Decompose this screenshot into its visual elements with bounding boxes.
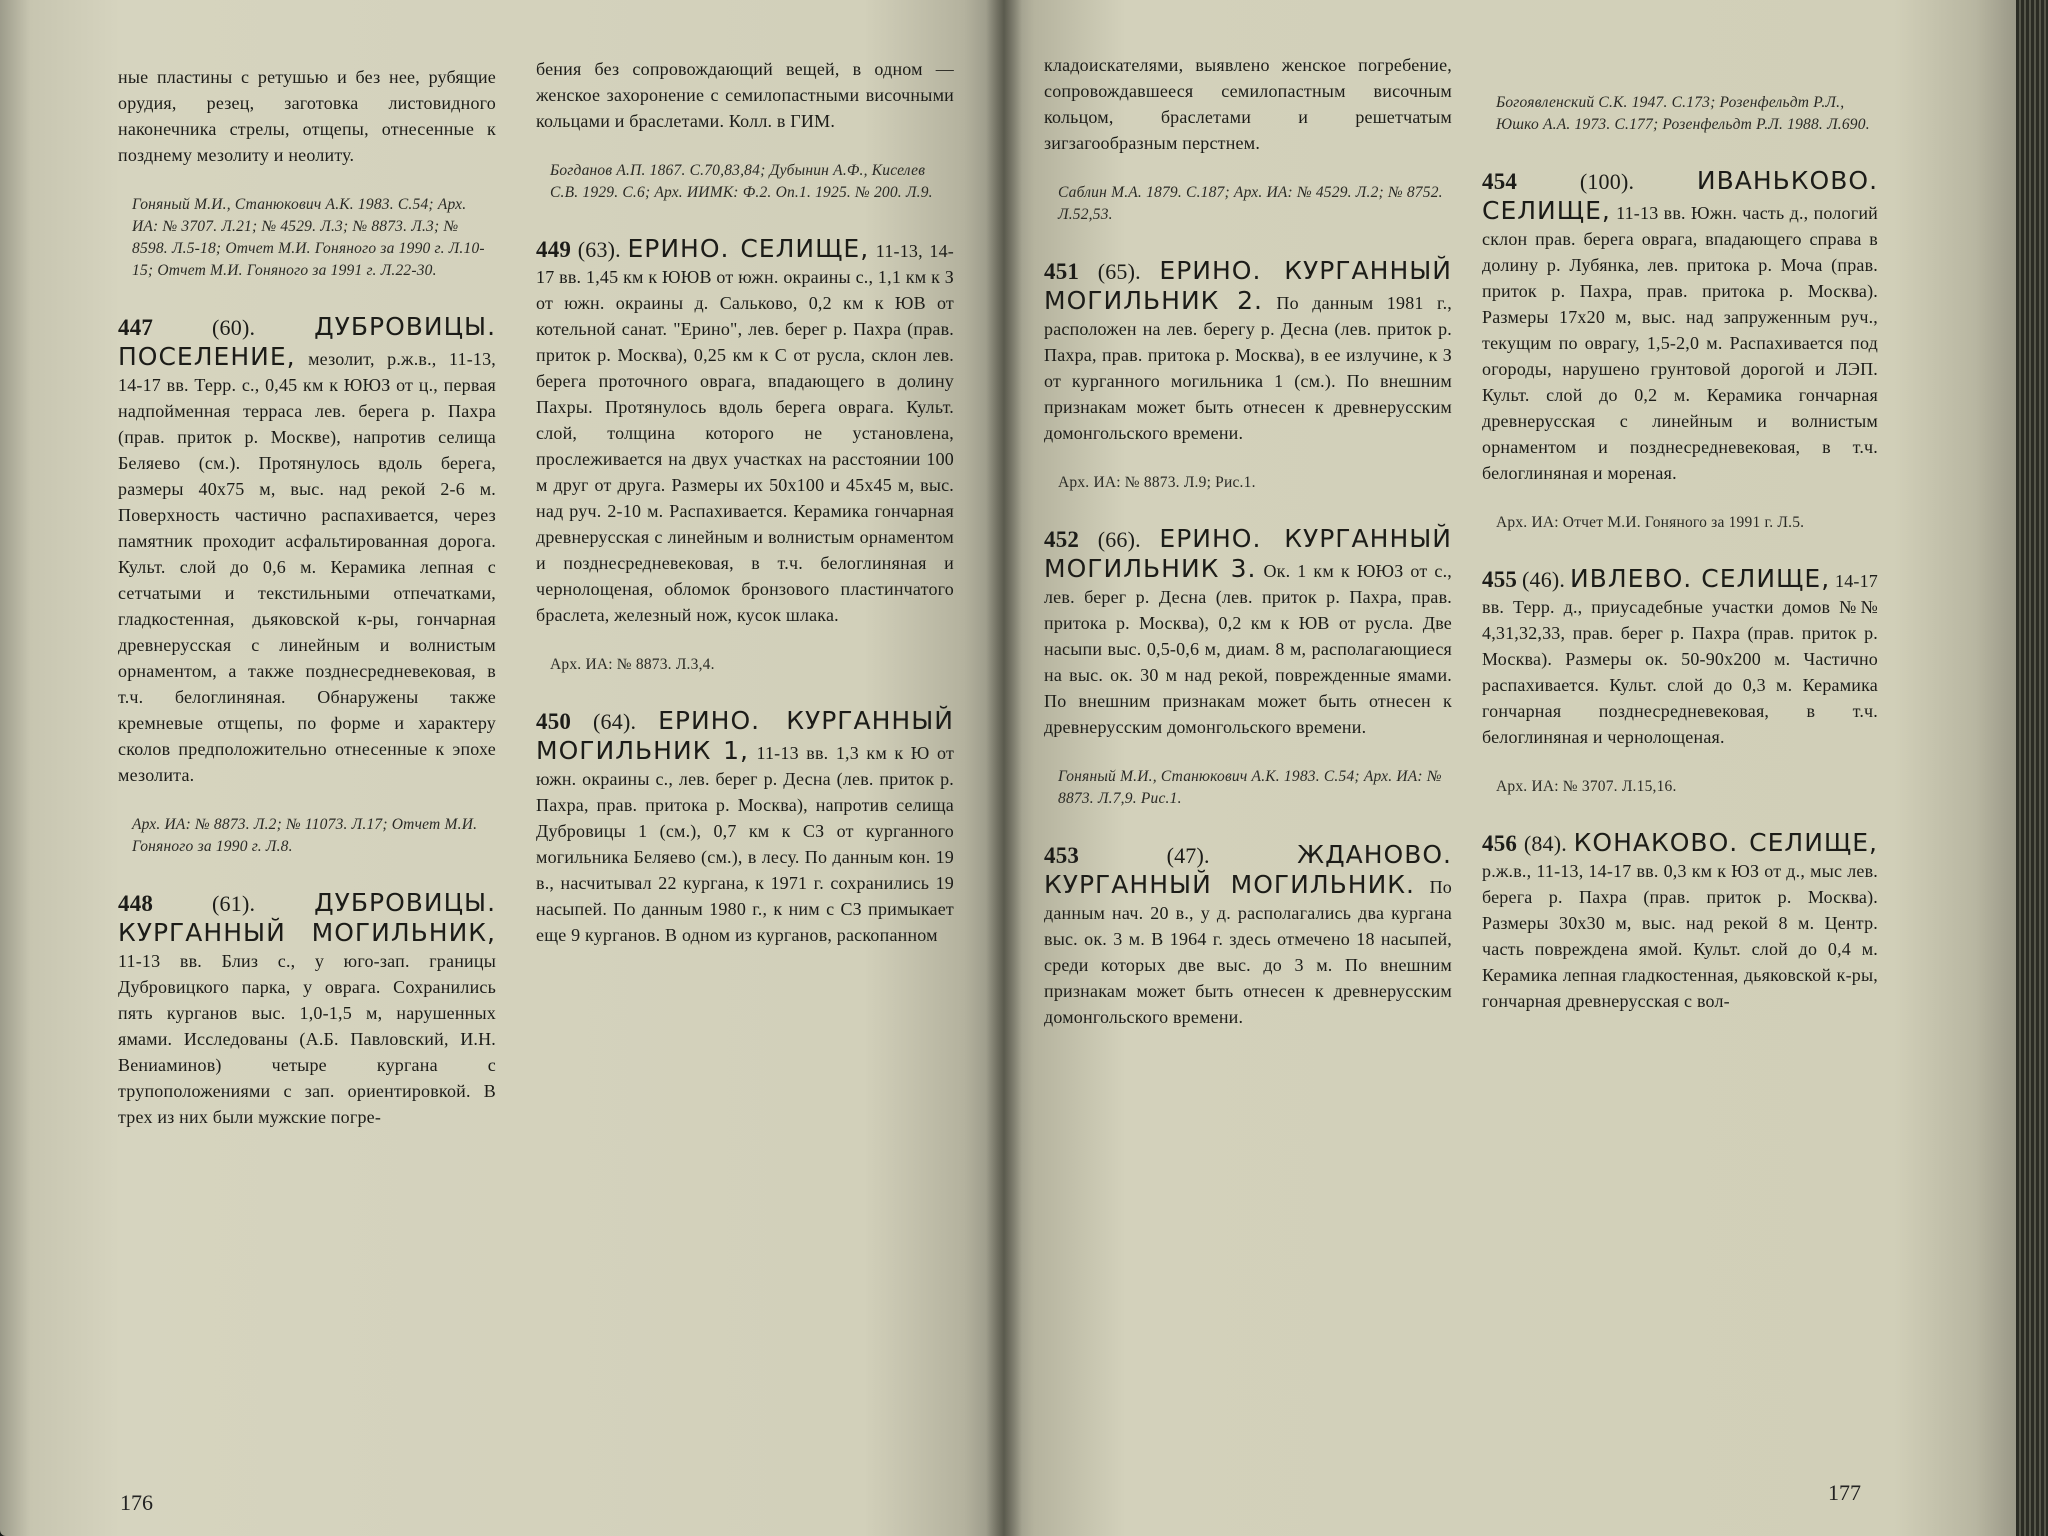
entry-title: ДУБРОВИЦЫ. ПОСЕЛЕНИЕ, bbox=[118, 312, 497, 371]
entry-number: 449 bbox=[536, 237, 572, 262]
reference-list: Богданов А.П. 1867. С.70,83,84; Дубынин А.Ф., Киселев С.В. 1929. С.6; Арх. ИИМК: Ф.2. Оп.1. 1925. № 200. Л.9. bbox=[550, 162, 933, 201]
right-page bbox=[1004, 0, 2016, 1536]
right-page-column-2 bbox=[1482, 92, 1878, 1018]
entry-text: мезолит, р.ж.в., 11-13, 14-17 вв. Терр. с., 0,45 км к ЮЮЗ от ц., первая надпойменная терраса лев. берега р. Пахра (прав. приток р. Москве), напротив селища Беляево (см.). Протянулось вдоль берега, размеры 40х75 м, выс. над рекой 2-6 м. Поверхность частично распахивается, через памятник проходит асфальтированная дорога. Культ. слой до 0,6 м. Керамика лепная с сетчатыми и текстильными отпечатками, гладкостенная, дьяковской к-ры, гончарная древнерусская с линейным и волнистым орнаментом, а также позднесредневековая, в т.ч. белоглиняная. Обнаружены также кремневые отщепы, по форме и характеру сколов предположительно отнесенные к эпохе мезолита. bbox=[118, 349, 497, 785]
entry-454 bbox=[1482, 166, 1878, 486]
reference-list: Богоявленский С.К. 1947. С.173; Розенфельдт Р.Л., Юшко А.А. 1973. С.177; Розенфельдт Р.Л. 1988. Л.690. bbox=[1496, 94, 1870, 133]
entry-number: 455 bbox=[1482, 567, 1518, 592]
entry-title: ДУБРОВИЦЫ. КУРГАННЫЙ МОГИЛЬНИК, bbox=[118, 888, 497, 947]
reference-list: Арх. ИА: № 8873. Л.9; Рис.1. bbox=[1058, 474, 1256, 491]
reference-list: Арх. ИА: Отчет М.И. Гоняного за 1991 г. Л.5. bbox=[1496, 514, 1805, 531]
entry-452 bbox=[1044, 524, 1452, 740]
entry-map-number: (84). bbox=[1523, 831, 1567, 856]
page-number-left: 176 bbox=[120, 1490, 153, 1515]
entry-number: 450 bbox=[536, 709, 572, 734]
entry-title: ИВАНЬКОВО. СЕЛИЩЕ, bbox=[1482, 166, 1879, 225]
reference-list: Гоняный М.И., Станюкович А.К. 1983. С.54; Арх. ИА: № 8873. Л.7,9. Рис.1. bbox=[1058, 768, 1442, 807]
entry-text: 14-17 вв. Терр. д., приусадебные участки домов №№ 4,31,32,33, прав. берег р. Пахра (прав. приток р. Москва). Размеры ок. 50-90х200 м. Частично распахивается. Культ. слой до 0,3 м. Керамика гончарная позднесредневековая, в т.ч. белоглиняная и чернолощеная. bbox=[1482, 571, 1879, 747]
entry-number: 454 bbox=[1482, 169, 1518, 194]
page-stack-edge bbox=[2016, 0, 2048, 1536]
entry-text: 11-13 вв. 1,3 км к Ю от южн. окраины с., лев. берег р. Десна (лев. приток р. Пахра, прав. притока р. Москва), напротив селища Дубровицы 1 (см.), 0,7 км к СЗ от курганного могильника Беляево (см.), в лесу. По данным кон. 19 в., насчитывал 22 кургана, к 1971 г. сохранились 19 насыпей. По данным 1980 г., к ним с СЗ примыкает еще 9 курганов. В одном из курганов, раскопанном bbox=[536, 743, 955, 945]
entry-455 bbox=[1482, 564, 1878, 750]
left-page bbox=[0, 0, 1004, 1536]
entry-title: ЕРИНО. КУРГАННЫЙ МОГИЛЬНИК 2. bbox=[1044, 256, 1452, 315]
reference-list: Гоняный М.И., Станюкович А.К. 1983. С.54; Арх. ИА: № 3707. Л.21; № 4529. Л.3; № 8873. Л.3; № 8598. Л.5-18; Отчет М.И. Гоняного за 1990 г. Л.10-15; Отчет М.И. Гоняного за 1991 г. Л.22-30. bbox=[132, 196, 485, 279]
left-page-column-2 bbox=[536, 56, 954, 952]
entry-number: 448 bbox=[118, 891, 154, 916]
entry-map-number: (66). bbox=[1097, 527, 1141, 552]
entry-title: ИВЛЕВО. СЕЛИЩЕ, bbox=[1569, 564, 1831, 593]
entry-map-number: (47). bbox=[1166, 843, 1210, 868]
entry-title: ЖДАНОВО. КУРГАННЫЙ МОГИЛЬНИК. bbox=[1044, 840, 1452, 899]
entry-451 bbox=[1044, 256, 1452, 446]
entry-map-number: (61). bbox=[212, 891, 256, 916]
entry-450 bbox=[536, 706, 954, 948]
entry-map-number: (60). bbox=[212, 315, 256, 340]
entry-map-number: (65). bbox=[1097, 259, 1141, 284]
entry-map-number: (63). bbox=[577, 237, 621, 262]
entry-title: ЕРИНО. СЕЛИЩЕ, bbox=[627, 234, 870, 263]
right-page-column-1 bbox=[1044, 52, 1452, 1034]
reference-list: Арх. ИА: № 8873. Л.3,4. bbox=[550, 656, 715, 673]
entry-continuation: кладоискателями, выявлено женское погребение, сопровождавшееся семилопастным височным кольцом, браслетами и решетчатым зигзагообразным перстнем. bbox=[1044, 55, 1452, 153]
reference-list: Арх. ИА: № 8873. Л.2; № 11073. Л.17; Отчет М.И. Гоняного за 1990 г. Л.8. bbox=[132, 816, 478, 855]
entry-text: 11-13 вв. Южн. часть д., пологий склон прав. берега оврага, впадающего справа в долину р. Лубянка, лев. притока р. Моча (прав. приток р. Пахра, прав. притока р. Москва). Размеры 17х20 м, выс. над запруженным руч., текущим по оврагу, 1,5-2,0 м. Распахивается под огороды, нарушено грунтовой дорогой и ЛЭП. Культ. слой до 0,2 м. Керамика гончарная древнерусская с линейным и волнистым орнаментом и позднесредневековая, в т.ч. белоглиняная и мореная. bbox=[1482, 203, 1879, 483]
entry-title: ЕРИНО. КУРГАННЫЙ МОГИЛЬНИК 1, bbox=[536, 706, 954, 765]
reference-list: Арх. ИА: № 3707. Л.15,16. bbox=[1496, 778, 1677, 795]
entry-456 bbox=[1482, 828, 1878, 1014]
book-gutter bbox=[986, 0, 1022, 1536]
entry-text: 11-13 вв. Близ с., у юго-зап. границы Дубровицкого парка, у оврага. Сохранились пять курганов выс. 1,0-1,5 м, нарушенных ямами. Исследованы (А.Б. Павловский, И.Н. Вениаминов) четыре кургана с трупоположениями с зап. ориентировкой. В трех из них были мужские погре- bbox=[118, 951, 496, 1127]
left-page-column-1 bbox=[118, 64, 496, 1134]
reference-list: Саблин М.А. 1879. С.187; Арх. ИА: № 4529. Л.2; № 8752. Л.52,53. bbox=[1058, 184, 1443, 223]
entry-number: 451 bbox=[1044, 259, 1080, 284]
page-number-right: 177 bbox=[1828, 1480, 1861, 1505]
entry-number: 452 bbox=[1044, 527, 1080, 552]
entry-text: Ок. 1 км к ЮЮЗ от с., лев. берег р. Десна (лев. приток р. Пахра, прав. притока р. Москва), 0,2 км к ЮВ от русла. Две насыпи выс. 0,5-0,6 м, диам. 8 м, располагающиеся на выс. ок. 30 м над рекой, поврежденные ямами. По внешним признакам может быть отнесен к древнерусским домонгольского времени. bbox=[1044, 561, 1452, 737]
entry-title: КОНАКОВО. СЕЛИЩЕ, bbox=[1573, 828, 1878, 857]
entry-title: ЕРИНО. КУРГАННЫЙ МОГИЛЬНИК 3. bbox=[1044, 524, 1452, 583]
entry-text: По данным 1981 г., расположен на лев. берегу р. Десна (лев. приток р. Пахра, прав. притока р. Москва), в ее излучине, к З от курганного могильника 1 (см.). По внешним признакам может быть отнесен к древнерусским домонгольского времени. bbox=[1044, 293, 1452, 443]
entry-continuation: бения без сопровождающий вещей, в одном — женское захоронение с семилопастными височными кольцами и браслетами. Колл. в ГИМ. bbox=[536, 59, 954, 131]
entry-447 bbox=[118, 312, 496, 788]
entry-map-number: (64). bbox=[593, 709, 637, 734]
entry-number: 453 bbox=[1044, 843, 1080, 868]
entry-map-number: (46). bbox=[1521, 567, 1566, 592]
entry-text: 11-13, 14-17 вв. 1,45 км к ЮЮВ от южн. окраины с., 1,1 км к З от южн. окраины д. Сальково, 0,2 км к ЮВ от котельной санат. "Ерино", лев. берег р. Пахра (прав. приток р. Москва), 0,25 км к С от русла, склон лев. берега проточного оврага, впадающего в долину Пахры. Протянулось вдоль берега оврага. Культ. слой, толщина которого не установлена, прослеживается на двух участках на расстоянии 100 м друг от друга. Размеры их 50х100 и 45х45 м, выс. над руч. 2-10 м. Распахивается. Керамика гончарная древнерусская с линейным и волнистым орнаментом и позднесредневековая, в т.ч. белоглиняная и чернолощеная, обломок бронзового пластинчатого браслета, железный нож, кусок шлака. bbox=[536, 241, 955, 625]
entry-number: 447 bbox=[118, 315, 154, 340]
entry-453 bbox=[1044, 840, 1452, 1030]
entry-continuation: ные пластины с ретушью и без нее, рубящие орудия, резец, заготовка листовидного наконечника стрелы, отщепы, отнесенные к позднему мезолиту и неолиту. bbox=[118, 67, 496, 165]
entry-text: р.ж.в., 11-13, 14-17 вв. 0,3 км к ЮЗ от д., мыс лев. берега р. Пахра (прав. приток р. Москва). Размеры 30х30 м, выс. над рекой 8 м. Центр. часть повреждена ямой. Культ. слой до 0,4 м. Керамика лепная гладкостенная, дьяковской к-ры, гончарная древнерусская с вол- bbox=[1482, 861, 1878, 1011]
entry-449 bbox=[536, 234, 954, 628]
entry-map-number: (100). bbox=[1579, 169, 1635, 194]
entry-448 bbox=[118, 888, 496, 1130]
entry-text: По данным нач. 20 в., у д. располагались два кургана выс. ок. 3 м. В 1964 г. здесь отмечено 18 насыпей, среди которых две выс. до 3 м. По внешним признакам может быть отнесен к древнерусским домонгольского времени. bbox=[1044, 877, 1452, 1027]
entry-number: 456 bbox=[1482, 831, 1518, 856]
